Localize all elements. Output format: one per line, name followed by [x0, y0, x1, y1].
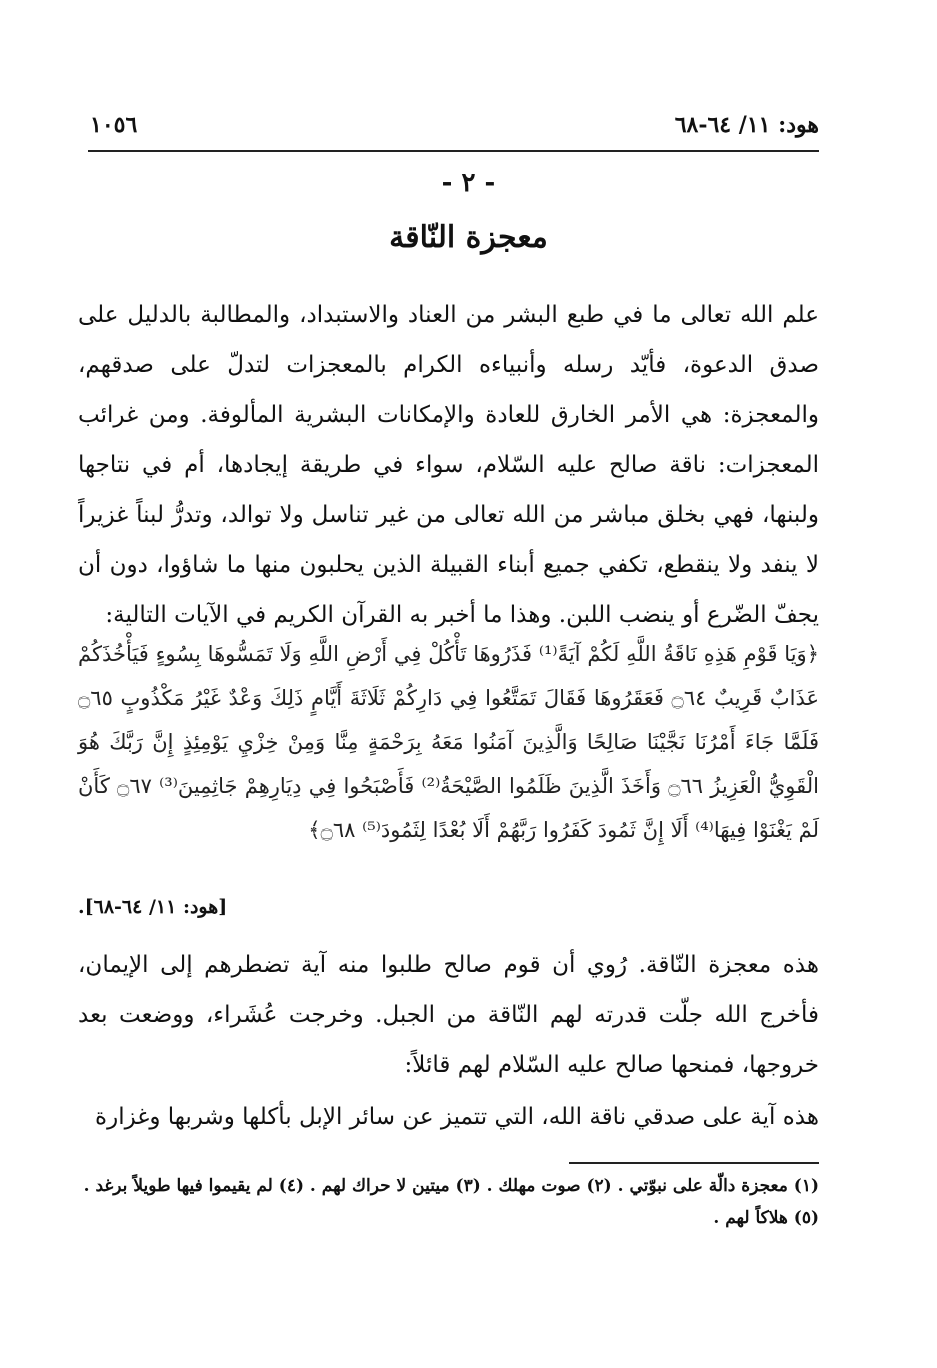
page-number: ١٠٥٦: [90, 112, 138, 138]
section-number: - ٢ -: [441, 168, 496, 198]
footnote-line-1: (١) معجزة دالّة على نبوّتي . (٢) صوت مهلك . (٣) ميتين لا حراك لهم . (٤) لم يقيموا فيها طويلاً برغد .: [83, 1176, 819, 1196]
quran-verses: ﴿وَيَا قَوْمِ هَذِهِ نَاقَةُ اللَّهِ لَكُمْ آيَةً⁽¹⁾ فَذَرُوهَا تَأْكُلْ فِي أَرْضِ اللَّهِ وَلَا تَمَسُّوهَا بِسُوءٍ فَيَأْخُذَكُمْ عَذَابٌ قَرِيبٌ ۝٦٤ فَعَقَرُوهَا فَقَالَ تَمَتَّعُوا فِي دَارِكُمْ ثَلَاثَةَ أَيَّامٍ ذَلِكَ وَعْدٌ غَيْرُ مَكْذُوبٍ ۝٦٥ فَلَمَّا جَاءَ أَمْرُنَا نَجَّيْنَا صَالِحًا وَالَّذِينَ آمَنُوا مَعَهُ بِرَحْمَةٍ مِنَّا وَمِنْ خِزْيِ يَوْمِئِذٍ إِنَّ رَبَّكَ هُوَ الْقَوِيُّ الْعَزِيزُ ۝٦٦ وَأَخَذَ الَّذِينَ ظَلَمُوا الصَّيْحَةُ⁽²⁾ فَأَصْبَحُوا فِي دِيَارِهِمْ جَاثِمِينَ⁽³⁾ ۝٦٧ كَأَنْ لَمْ يَغْنَوْا فِيهَا⁽⁴⁾ أَلَا إِنَّ ثَمُودَ كَفَرُوا رَبَّهُمْ أَلَا بُعْدًا لِثَمُودَ⁽⁵⁾ ۝٦٨﴾: [78, 642, 820, 842]
footnotes: [78, 1170, 819, 1234]
footnote-line-2: (٥) هلاكاً لهم .: [713, 1208, 819, 1228]
footnote-divider: [569, 1162, 819, 1164]
chapter-reference: هود: ١١/ ٦٤-٦٨: [674, 112, 819, 138]
sign-paragraph: هذه آية على صدقي ناقة الله، التي تتميز عن سائر الإبل بأكلها وشربها وغزارة: [95, 1104, 819, 1130]
header-divider: [88, 150, 819, 152]
verses-reference: [هود: ١١/ ٦٤-٦٨].: [78, 896, 228, 918]
camel-paragraph: هذه معجزة النّاقة. رُوي أن قوم صالح طلبوا منه آية تضطرهم إلى الإيمان، فأخرج الله جلّت قدرته لهم النّاقة من الجبل. وخرجت عُشَراء، ووضعت بعد خروجها، فمنحها صالح عليه السّلام لهم قائلاً:: [78, 952, 819, 1078]
section-title: معجزة النّاقة: [389, 220, 548, 255]
intro-paragraph: علم الله تعالى ما في طبع البشر من العناد والاستبداد، والمطالبة بالدليل على صدق الدعوة، فأيّد رسله وأنبياءه الكرام بالمعجزات لتدلّ على صدقهم، والمعجزة: هي الأمر الخارق للعادة والإمكانات البشرية المألوفة. ومن غرائب المعجزات: ناقة صالح عليه السّلام، سواء في طريقة إيجادها، أم في نتاجها ولبنها، فهي بخلق مباشر من الله تعالى من غير تناسل ولا توالد، وتدرُّ لبناً غزيراً لا ينفد ولا ينقطع، تكفي جميع أبناء القبيلة الذين يحلبون منها ما شاؤوا، دون أن يجفّ الضّرع أو ينضب اللبن. وهذا ما أخبر به القرآن الكريم في الآيات التالية:: [78, 302, 819, 628]
